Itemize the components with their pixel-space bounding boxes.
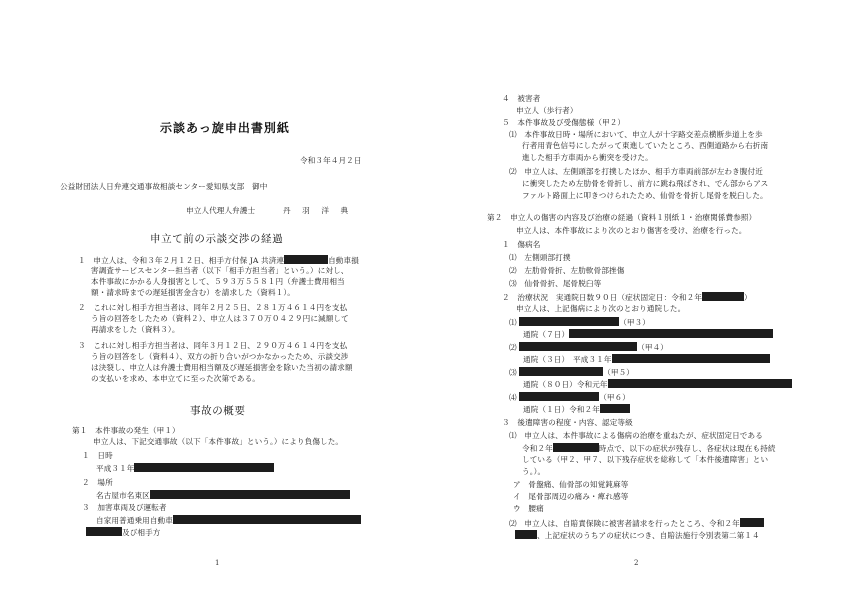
redaction [608,379,792,388]
agent-name: 丹 羽 洋 典 [283,206,351,215]
hospital-number: ⑶ [509,368,517,377]
paragraph-2-line: 再請求をした（資料３）。 [91,325,180,334]
injury-mode-2-line: ファルト路面上に叩きつけられたため、仙骨を骨折し尾骨を脱臼した。 [522,191,768,200]
subsection-intro: 申立人は、下記交通事故（以下「本件事故」という。）により負傷した。 [93,437,344,446]
redaction [86,527,122,536]
injury-item: ⑵ 左肋骨骨折、左肋軟骨部挫傷 [509,266,625,275]
paragraph-2-line: う旨の回答をしたため（資料２）、申立人は３７０万０４２９円に減額して [91,314,349,323]
document-date: 令和３年４月２日 [300,156,362,165]
redaction [519,392,599,401]
paragraph-1-line: 本件事故にかかる人身損害として、５９３万５５８１円（弁護士費用相当 [91,277,345,286]
injury-mode-1-line: ⑴ 本件事故日時・場所において、申立人が十字路交差点横断歩道上を歩 [509,130,763,139]
injury-mode-2-line: に衝突したため左肋骨を骨折し、前方に跳ね飛ばされ、でん部からアス [522,179,769,188]
hospital-number: ⑵ [509,343,517,352]
redaction [702,292,744,301]
redaction [515,530,537,539]
item-place-value: 名古屋市名東区 [96,491,150,500]
paragraph-1-line: 自動車損 [328,256,359,265]
page-number: 1 [215,559,220,567]
item-victim-label: ４ 被害者 [502,94,541,103]
hospital-visit: 通院（７日） [523,330,570,339]
item-victim-value: 申立人（歩行者） [516,106,578,115]
aftereffect-2-line: 、上記症状のうちアの症状につき、自賠法施行令別表第二第１４ [537,531,760,540]
page-2 [429,0,858,606]
injury-list-label: １ 傷病名 [502,240,541,249]
hospital-visit: 通院（３日） 平成３１年 [523,355,612,364]
aftereffect-label: ３ 後遺障害の程度・内容、認定等級 [502,418,633,427]
document-title: 示談あっ旋申出書別紙 [160,121,290,135]
item-vehicle-tail: 及び相手方 [122,528,161,537]
paragraph-1-line: 額・請求時までの遅延損害金含む）を請求した（資料１）。 [91,288,295,297]
aftereffect-1-line: 時点で、以下の症状が残存し、各症状は現在も持続 [598,444,776,453]
redaction [173,515,361,524]
section-heading-accident-summary: 事故の概要 [190,405,246,417]
hospital-ref: （甲５） [603,368,634,377]
hospital-ref: （甲４） [637,343,668,352]
hospital-number: ⑷ [509,393,517,402]
symptom-item: イ 尾骨部周辺の痛み・痺れ感等 [513,492,629,501]
injury-mode-1-line: 行者用青色信号にしたがって東進していたところ、西側道路から右折南 [522,141,769,150]
injury-item: ⑴ 左側頭部打撲 [509,253,571,262]
page-number: 2 [634,559,639,567]
paragraph-3-line: う旨の回答をし（資料４）、双方の折り合いがつかなかったため、示談交渉 [91,352,349,361]
redaction [569,329,773,338]
redaction [519,317,619,326]
injury-item: ⑶ 仙骨骨折、尾骨脱臼等 [509,279,602,288]
hospital-ref: （甲３） [619,318,650,327]
section-heading-negotiation: 申立て前の示談交渉の経過 [150,233,284,245]
hospital-number: ⑴ [509,318,517,327]
redaction [284,255,328,264]
agent-label: 申立人代理人弁護士 [186,206,256,215]
paragraph-2-line: ２ これに対し相手方担当者は、同年２月２５日、２８１万４６１４円を支払 [78,303,348,312]
redaction [553,443,599,452]
symptom-item: ア 骨盤痛、仙骨部の知覚鈍麻等 [513,480,629,489]
aftereffect-1-line: う。）。 [522,467,546,476]
redaction [519,367,603,376]
redaction [519,342,637,351]
item-vehicle-value: 自家用普通乗用自動車 [96,516,173,525]
injury-mode-2-line: ⑵ 申立人は、左側頭部を打撲したほか、相手方車両前部が左わき腹付近 [509,167,763,176]
item-datetime-value: 平成３１年 [96,464,135,473]
paragraph-3-line: は決裂し、申立人は弁護士費用相当額及び遅延損害金を除いた当初の請求額 [91,363,353,372]
redaction [150,490,350,499]
aftereffect-1-line: している（甲２、甲７、以下残存症状を総称して「本件後遺障害」とい [522,455,769,464]
paragraph-1-line: 害調査サービスセンター担当者（以下「相手方担当者」という。）に対し、 [91,266,349,275]
redaction [134,463,274,472]
treatment-label: ２ 治療状況 実通院日数９０日（症状固定日：令和２年 [502,293,703,302]
addressee: 公益財団法人日弁連交通事故相談センター愛知県支部 御中 [60,182,268,191]
hospital-ref: （甲６） [599,393,630,402]
paragraph-3-line: ３ これに対し相手方担当者は、同年３月１２日、２９０万４６１４円を支払 [78,341,348,350]
symptom-item: ウ 腰痛 [513,504,544,513]
item-vehicle-label: ３ 加害車両及び運転者 [82,503,167,512]
treatment-intro: 申立人は、上記傷病により次のとおり通院した。 [516,304,686,313]
paragraph-1-line: １ 申立人は、令和３年２月１２日、相手方付保 JA 共済連 [78,256,285,265]
item-place-label: ２ 場所 [82,478,113,487]
paragraph-3-line: の支払いを求め、本申立てに至った次第である。 [91,374,260,383]
hospital-visit: 通院（８０日）令和元年 [523,380,608,389]
aftereffect-2-line: ⑵ 申立人は、自賠責保険に被害者請求を行ったところ、令和２年 [509,519,740,528]
injury-mode-1-line: 進した相手方車両から衝突を受けた。 [522,153,653,162]
hospital-visit: 通院（１日）令和２年 [523,405,600,414]
aftereffect-1-line: ⑴ 申立人は、本件事故による傷病の治療を重ねたが、症状固定日である [509,431,763,440]
redaction [600,404,630,413]
redaction [612,354,770,363]
treatment-label-end: ） [744,293,752,302]
subsection-intro: 申立人は、本件事故により次のとおり傷害を受け、治療を行った。 [516,226,747,235]
aftereffect-1-prefix: 令和２年 [522,444,553,453]
item-datetime-label: １ 日時 [82,451,113,460]
item-injury-mode-label: ５ 本件事故及び受傷態様（甲２） [502,118,626,127]
redaction [740,518,764,527]
subsection-title: 第２ 申立人の傷害の内容及び治療の経過（資料１別紙１・治療関係費参照） [487,213,757,222]
subsection-title: 第１ 本件事故の発生（甲１） [72,426,180,435]
